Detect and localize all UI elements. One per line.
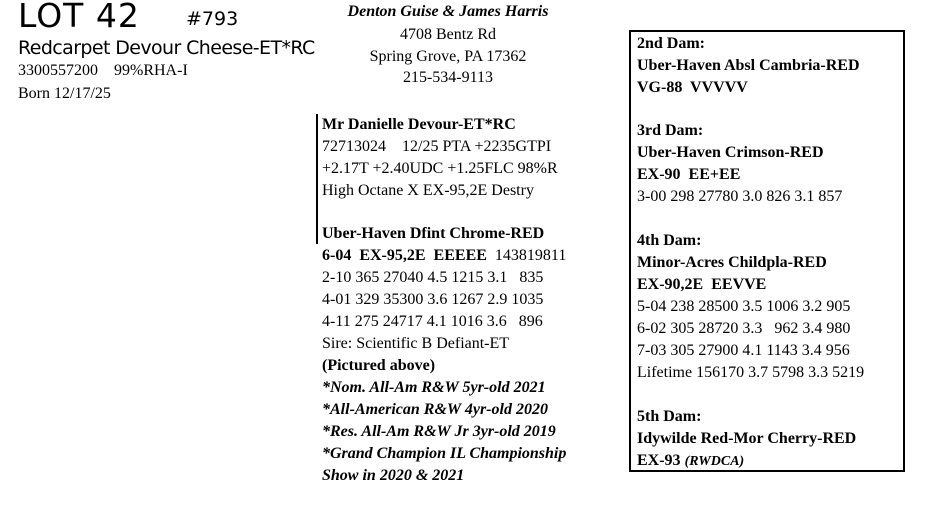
- dam-section: [322, 223, 566, 487]
- third-dam: [637, 120, 842, 208]
- second-dam: [637, 33, 860, 99]
- dam-pictured-note: (Pictured above): [322, 357, 436, 374]
- sire-line-2: +2.17T +2.40UDC +1.25FLC 98%R: [322, 160, 558, 177]
- dam-sire-line: Sire: Scientific B Defiant-ET: [322, 335, 510, 352]
- fifth-dam: [637, 406, 856, 473]
- sire-line-1: 72713024 12/25 PTA +2235GTPI: [322, 138, 552, 155]
- sire-divider-line: [316, 114, 318, 244]
- dam-honor: Show in 2020 & 2021: [322, 467, 465, 484]
- lot-label: LOT 42: [18, 0, 140, 35]
- fifth-dam-classification-row: [637, 450, 856, 473]
- registration-line: 3300557200 99%RHA-I: [18, 62, 188, 79]
- dam-classification-row: [322, 245, 566, 267]
- fourth-dam-classification: EX-90,2E EEVVE: [637, 276, 767, 293]
- dam-registration: 143819811: [494, 247, 567, 264]
- dam-honor: *Res. All-Am R&W Jr 3yr-old 2019: [322, 423, 556, 440]
- fourth-dam-lifetime: Lifetime 156170 3.7 5798 3.3 5219: [637, 364, 865, 381]
- fifth-dam-name: Idywilde Red-Mor Cherry-RED: [637, 430, 857, 447]
- third-dam-name: Uber-Haven Crimson-RED: [637, 144, 824, 161]
- dam-record: 4-01 329 35300 3.6 1267 2.9 1035: [322, 291, 544, 308]
- dam-name: Uber-Haven Dfint Chrome-RED: [322, 225, 545, 242]
- dam-record: 4-11 275 24717 4.1 1016 3.6 896: [322, 313, 543, 330]
- third-dam-classification: EX-90 EE+EE: [637, 166, 741, 183]
- fourth-dam: [637, 230, 864, 384]
- fourth-dam-label: 4th Dam:: [637, 232, 702, 249]
- fourth-dam-record: 7-03 305 27900 4.1 1143 3.4 956: [637, 342, 850, 359]
- sire-name: Mr Danielle Devour-ET*RC: [322, 116, 516, 133]
- dam-honor: *Nom. All-Am R&W 5yr-old 2021: [322, 379, 546, 396]
- fourth-dam-record: 5-04 238 28500 3.5 1006 3.2 905: [637, 298, 851, 315]
- pedigree-box: [629, 30, 905, 472]
- sire-line-3: High Octane X EX-95,2E Destry: [322, 182, 534, 199]
- sire-section: [322, 114, 558, 202]
- consignor-phone: 215-534-9113: [402, 69, 494, 86]
- dam-classification: 6-04 EX-95,2E EEEEE: [322, 247, 487, 264]
- fifth-dam-classification: EX-93: [637, 452, 681, 469]
- consignor-names: Denton Guise & James Harris: [347, 3, 549, 20]
- dam-honor: *Grand Champion IL Championship: [322, 445, 567, 462]
- second-dam-name: Uber-Haven Absl Cambria-RED: [637, 57, 860, 74]
- consignor-address-line1: 4708 Bentz Rd: [400, 26, 496, 43]
- fourth-dam-record: 6-02 305 28720 3.3 962 3.4 980: [637, 320, 851, 337]
- dam-honor: *All-American R&W 4yr-old 2020: [322, 401, 548, 418]
- second-dam-label: 2nd Dam:: [637, 35, 706, 52]
- dam-record: 2-10 365 27040 4.5 1215 3.1 835: [322, 269, 544, 286]
- fifth-dam-label: 5th Dam:: [637, 408, 702, 425]
- fourth-dam-name: Minor-Acres Childpla-RED: [637, 254, 827, 271]
- lot-code: #793: [186, 8, 239, 30]
- third-dam-label: 3rd Dam:: [637, 122, 704, 139]
- third-dam-record: 3-00 298 27780 3.0 826 3.1 857: [637, 188, 843, 205]
- animal-name: Redcarpet Devour Cheese-ET*RC: [18, 37, 315, 59]
- fifth-dam-note: (RWDCA): [684, 454, 745, 469]
- consignor-address-line2: Spring Grove, PA 17362: [369, 48, 527, 65]
- birth-date: Born 12/17/25: [18, 85, 111, 102]
- second-dam-classification: VG-88 VVVVV: [637, 79, 748, 96]
